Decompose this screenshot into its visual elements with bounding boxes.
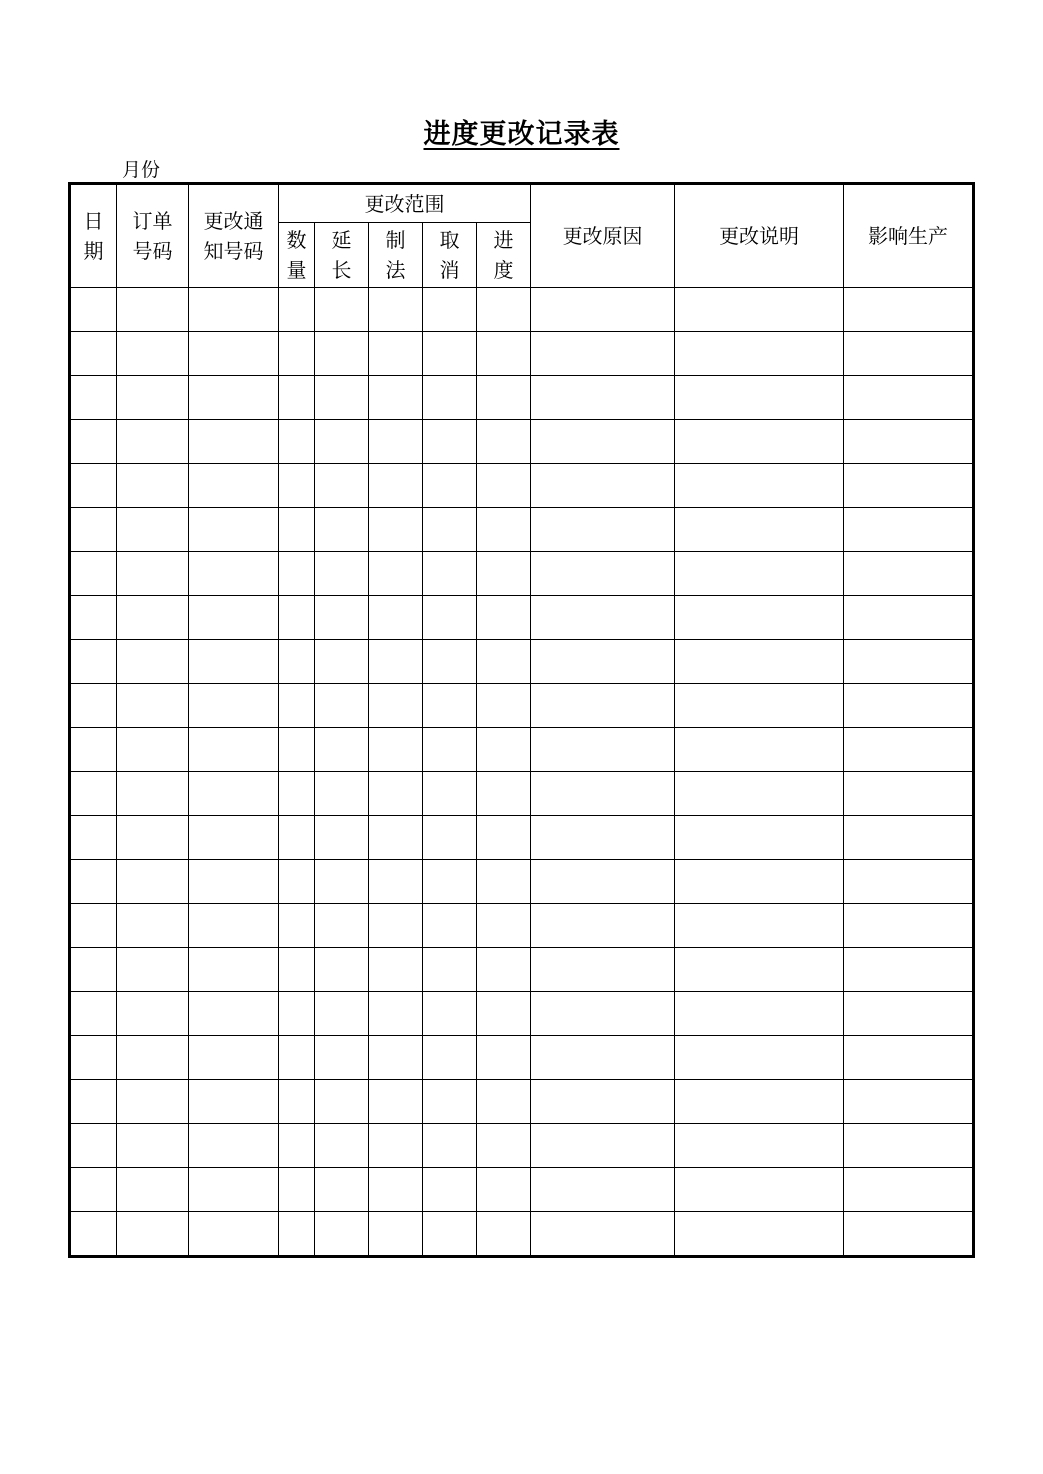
cell-production-impact[interactable]	[844, 992, 974, 1036]
table-row	[70, 1168, 974, 1212]
cell-cancel[interactable]	[423, 332, 477, 376]
header-scope-cancel: 取 消	[423, 223, 477, 288]
cell-order-number[interactable]	[117, 816, 189, 860]
cell-method[interactable]	[369, 728, 423, 772]
cell-method[interactable]	[369, 640, 423, 684]
cell-change-description[interactable]	[675, 596, 844, 640]
cell-date[interactable]	[70, 1124, 117, 1168]
cell-extension[interactable]	[315, 596, 369, 640]
header-production-impact: 影响生产	[844, 184, 974, 288]
cell-change-reason[interactable]	[531, 684, 675, 728]
cell-quantity[interactable]	[279, 1168, 315, 1212]
cell-cancel[interactable]	[423, 1036, 477, 1080]
cell-order-number[interactable]	[117, 552, 189, 596]
cell-quantity[interactable]	[279, 332, 315, 376]
cell-cancel[interactable]	[423, 596, 477, 640]
cell-method[interactable]	[369, 816, 423, 860]
table-row	[70, 860, 974, 904]
cell-cancel[interactable]	[423, 1212, 477, 1257]
cell-change-reason[interactable]	[531, 596, 675, 640]
cell-production-impact[interactable]	[844, 508, 974, 552]
cell-change-description[interactable]	[675, 508, 844, 552]
cell-extension[interactable]	[315, 1168, 369, 1212]
cell-method[interactable]	[369, 552, 423, 596]
cell-order-number[interactable]	[117, 1036, 189, 1080]
cell-cancel[interactable]	[423, 684, 477, 728]
cell-order-number[interactable]	[117, 1080, 189, 1124]
cell-cancel[interactable]	[423, 464, 477, 508]
cell-change-notice-number[interactable]	[189, 1036, 279, 1080]
cell-change-description[interactable]	[675, 728, 844, 772]
cell-order-number[interactable]	[117, 772, 189, 816]
cell-change-notice-number[interactable]	[189, 376, 279, 420]
header-scope-extension: 延 长	[315, 223, 369, 288]
cell-date[interactable]	[70, 376, 117, 420]
cell-extension[interactable]	[315, 728, 369, 772]
cell-order-number[interactable]	[117, 1212, 189, 1257]
cell-progress[interactable]	[477, 420, 531, 464]
cell-extension[interactable]	[315, 992, 369, 1036]
cell-change-reason[interactable]	[531, 1168, 675, 1212]
cell-extension[interactable]	[315, 508, 369, 552]
table-row	[70, 1080, 974, 1124]
cell-cancel[interactable]	[423, 1124, 477, 1168]
cell-date[interactable]	[70, 464, 117, 508]
cell-quantity[interactable]	[279, 948, 315, 992]
cell-change-description[interactable]	[675, 332, 844, 376]
cell-change-reason[interactable]	[531, 464, 675, 508]
cell-change-notice-number[interactable]	[189, 860, 279, 904]
cell-cancel[interactable]	[423, 1080, 477, 1124]
cell-change-reason[interactable]	[531, 1124, 675, 1168]
cell-cancel[interactable]	[423, 552, 477, 596]
cell-change-reason[interactable]	[531, 376, 675, 420]
cell-date[interactable]	[70, 684, 117, 728]
cell-change-reason[interactable]	[531, 948, 675, 992]
table-row	[70, 772, 974, 816]
cell-production-impact[interactable]	[844, 288, 974, 332]
cell-date[interactable]	[70, 948, 117, 992]
cell-change-description[interactable]	[675, 552, 844, 596]
cell-change-reason[interactable]	[531, 860, 675, 904]
cell-method[interactable]	[369, 772, 423, 816]
cell-change-description[interactable]	[675, 420, 844, 464]
cell-cancel[interactable]	[423, 376, 477, 420]
cell-production-impact[interactable]	[844, 684, 974, 728]
table-row	[70, 728, 974, 772]
cell-quantity[interactable]	[279, 904, 315, 948]
cell-date[interactable]	[70, 904, 117, 948]
table-row	[70, 596, 974, 640]
cell-progress[interactable]	[477, 772, 531, 816]
cell-cancel[interactable]	[423, 860, 477, 904]
header-change-notice-number: 更改通 知号码	[189, 184, 279, 288]
cell-method[interactable]	[369, 508, 423, 552]
cell-cancel[interactable]	[423, 288, 477, 332]
cell-progress[interactable]	[477, 288, 531, 332]
cell-order-number[interactable]	[117, 728, 189, 772]
cell-extension[interactable]	[315, 816, 369, 860]
cell-production-impact[interactable]	[844, 904, 974, 948]
cell-method[interactable]	[369, 464, 423, 508]
cell-change-description[interactable]	[675, 992, 844, 1036]
cell-change-reason[interactable]	[531, 420, 675, 464]
cell-cancel[interactable]	[423, 992, 477, 1036]
cell-order-number[interactable]	[117, 904, 189, 948]
table-row	[70, 904, 974, 948]
cell-production-impact[interactable]	[844, 816, 974, 860]
table-row	[70, 376, 974, 420]
cell-production-impact[interactable]	[844, 1080, 974, 1124]
cell-date[interactable]	[70, 1080, 117, 1124]
cell-production-impact[interactable]	[844, 420, 974, 464]
table-row	[70, 1036, 974, 1080]
cell-order-number[interactable]	[117, 1124, 189, 1168]
cell-method[interactable]	[369, 332, 423, 376]
table-row	[70, 992, 974, 1036]
cell-production-impact[interactable]	[844, 728, 974, 772]
table-row	[70, 684, 974, 728]
cell-change-notice-number[interactable]	[189, 420, 279, 464]
cell-cancel[interactable]	[423, 728, 477, 772]
cell-change-notice-number[interactable]	[189, 992, 279, 1036]
cell-extension[interactable]	[315, 772, 369, 816]
header-scope-method: 制 法	[369, 223, 423, 288]
cell-progress[interactable]	[477, 1168, 531, 1212]
cell-extension[interactable]	[315, 904, 369, 948]
cell-order-number[interactable]	[117, 376, 189, 420]
header-change-scope: 更改范围	[279, 184, 531, 223]
cell-progress[interactable]	[477, 684, 531, 728]
cell-production-impact[interactable]	[844, 332, 974, 376]
cell-extension[interactable]	[315, 332, 369, 376]
cell-quantity[interactable]	[279, 464, 315, 508]
cell-change-notice-number[interactable]	[189, 684, 279, 728]
cell-quantity[interactable]	[279, 552, 315, 596]
cell-extension[interactable]	[315, 1212, 369, 1257]
cell-change-description[interactable]	[675, 376, 844, 420]
cell-extension[interactable]	[315, 1124, 369, 1168]
cell-production-impact[interactable]	[844, 464, 974, 508]
cell-change-notice-number[interactable]	[189, 948, 279, 992]
cell-cancel[interactable]	[423, 816, 477, 860]
cell-change-notice-number[interactable]	[189, 596, 279, 640]
cell-progress[interactable]	[477, 728, 531, 772]
cell-quantity[interactable]	[279, 288, 315, 332]
cell-date[interactable]	[70, 1036, 117, 1080]
cell-method[interactable]	[369, 1212, 423, 1257]
cell-change-reason[interactable]	[531, 640, 675, 684]
cell-change-notice-number[interactable]	[189, 288, 279, 332]
header-change-reason: 更改原因	[531, 184, 675, 288]
cell-change-description[interactable]	[675, 684, 844, 728]
cell-change-description[interactable]	[675, 860, 844, 904]
header-order-number: 订单 号码	[117, 184, 189, 288]
cell-method[interactable]	[369, 992, 423, 1036]
table-row	[70, 420, 974, 464]
cell-change-notice-number[interactable]	[189, 332, 279, 376]
cell-method[interactable]	[369, 904, 423, 948]
cell-progress[interactable]	[477, 1080, 531, 1124]
cell-order-number[interactable]	[117, 508, 189, 552]
cell-quantity[interactable]	[279, 772, 315, 816]
cell-order-number[interactable]	[117, 992, 189, 1036]
cell-change-description[interactable]	[675, 1212, 844, 1257]
cell-cancel[interactable]	[423, 904, 477, 948]
cell-date[interactable]	[70, 552, 117, 596]
cell-method[interactable]	[369, 860, 423, 904]
cell-date[interactable]	[70, 772, 117, 816]
cell-production-impact[interactable]	[844, 772, 974, 816]
cell-quantity[interactable]	[279, 1036, 315, 1080]
cell-change-reason[interactable]	[531, 992, 675, 1036]
cell-method[interactable]	[369, 1168, 423, 1212]
cell-quantity[interactable]	[279, 860, 315, 904]
cell-quantity[interactable]	[279, 420, 315, 464]
cell-date[interactable]	[70, 992, 117, 1036]
header-date: 日 期	[70, 184, 117, 288]
cell-progress[interactable]	[477, 1036, 531, 1080]
cell-cancel[interactable]	[423, 1168, 477, 1212]
cell-production-impact[interactable]	[844, 860, 974, 904]
cell-change-reason[interactable]	[531, 772, 675, 816]
cell-order-number[interactable]	[117, 596, 189, 640]
cell-quantity[interactable]	[279, 728, 315, 772]
cell-order-number[interactable]	[117, 684, 189, 728]
table-row	[70, 464, 974, 508]
cell-production-impact[interactable]	[844, 1124, 974, 1168]
cell-production-impact[interactable]	[844, 596, 974, 640]
cell-change-description[interactable]	[675, 464, 844, 508]
cell-order-number[interactable]	[117, 332, 189, 376]
cell-date[interactable]	[70, 640, 117, 684]
cell-extension[interactable]	[315, 684, 369, 728]
cell-change-description[interactable]	[675, 1036, 844, 1080]
page-title: 进度更改记录表	[423, 119, 620, 150]
cell-change-description[interactable]	[675, 1080, 844, 1124]
header-scope-quantity: 数 量	[279, 223, 315, 288]
cell-progress[interactable]	[477, 464, 531, 508]
cell-date[interactable]	[70, 508, 117, 552]
cell-extension[interactable]	[315, 640, 369, 684]
progress-change-record-table	[68, 182, 975, 1258]
header-scope-progress: 进 度	[477, 223, 531, 288]
cell-date[interactable]	[70, 332, 117, 376]
cell-cancel[interactable]	[423, 508, 477, 552]
cell-change-notice-number[interactable]	[189, 904, 279, 948]
cell-change-notice-number[interactable]	[189, 1212, 279, 1257]
cell-extension[interactable]	[315, 420, 369, 464]
table-row	[70, 552, 974, 596]
cell-cancel[interactable]	[423, 640, 477, 684]
table-row	[70, 1124, 974, 1168]
table-row	[70, 816, 974, 860]
cell-change-notice-number[interactable]	[189, 464, 279, 508]
cell-date[interactable]	[70, 1168, 117, 1212]
cell-method[interactable]	[369, 1036, 423, 1080]
cell-progress[interactable]	[477, 1124, 531, 1168]
cell-change-description[interactable]	[675, 288, 844, 332]
cell-progress[interactable]	[477, 904, 531, 948]
cell-extension[interactable]	[315, 552, 369, 596]
month-label: 月份	[122, 159, 161, 181]
cell-production-impact[interactable]	[844, 948, 974, 992]
cell-extension[interactable]	[315, 860, 369, 904]
cell-production-impact[interactable]	[844, 1036, 974, 1080]
cell-quantity[interactable]	[279, 376, 315, 420]
cell-progress[interactable]	[477, 596, 531, 640]
cell-date[interactable]	[70, 816, 117, 860]
cell-date[interactable]	[70, 596, 117, 640]
cell-change-description[interactable]	[675, 1124, 844, 1168]
table-row	[70, 508, 974, 552]
cell-date[interactable]	[70, 728, 117, 772]
cell-production-impact[interactable]	[844, 1212, 974, 1257]
cell-change-notice-number[interactable]	[189, 508, 279, 552]
cell-change-reason[interactable]	[531, 1080, 675, 1124]
cell-change-reason[interactable]	[531, 1036, 675, 1080]
cell-date[interactable]	[70, 288, 117, 332]
cell-change-reason[interactable]	[531, 508, 675, 552]
cell-method[interactable]	[369, 684, 423, 728]
table-row	[70, 1212, 974, 1257]
cell-change-notice-number[interactable]	[189, 816, 279, 860]
cell-progress[interactable]	[477, 332, 531, 376]
cell-extension[interactable]	[315, 376, 369, 420]
cell-quantity[interactable]	[279, 684, 315, 728]
cell-method[interactable]	[369, 948, 423, 992]
cell-order-number[interactable]	[117, 288, 189, 332]
cell-change-reason[interactable]	[531, 728, 675, 772]
cell-change-reason[interactable]	[531, 552, 675, 596]
cell-method[interactable]	[369, 1124, 423, 1168]
table-row	[70, 332, 974, 376]
cell-date[interactable]	[70, 1212, 117, 1257]
cell-change-description[interactable]	[675, 948, 844, 992]
cell-change-notice-number[interactable]	[189, 640, 279, 684]
cell-change-notice-number[interactable]	[189, 1124, 279, 1168]
cell-method[interactable]	[369, 1080, 423, 1124]
cell-change-notice-number[interactable]	[189, 1168, 279, 1212]
cell-progress[interactable]	[477, 860, 531, 904]
cell-method[interactable]	[369, 420, 423, 464]
cell-progress[interactable]	[477, 1212, 531, 1257]
cell-production-impact[interactable]	[844, 376, 974, 420]
cell-change-notice-number[interactable]	[189, 772, 279, 816]
cell-method[interactable]	[369, 596, 423, 640]
header-change-description: 更改说明	[675, 184, 844, 288]
cell-extension[interactable]	[315, 1080, 369, 1124]
cell-extension[interactable]	[315, 948, 369, 992]
cell-quantity[interactable]	[279, 640, 315, 684]
cell-change-description[interactable]	[675, 1168, 844, 1212]
cell-order-number[interactable]	[117, 948, 189, 992]
cell-quantity[interactable]	[279, 508, 315, 552]
cell-change-reason[interactable]	[531, 904, 675, 948]
cell-order-number[interactable]	[117, 860, 189, 904]
cell-progress[interactable]	[477, 640, 531, 684]
cell-change-reason[interactable]	[531, 816, 675, 860]
cell-progress[interactable]	[477, 376, 531, 420]
cell-change-notice-number[interactable]	[189, 552, 279, 596]
table-row	[70, 948, 974, 992]
cell-change-reason[interactable]	[531, 332, 675, 376]
cell-order-number[interactable]	[117, 464, 189, 508]
cell-extension[interactable]	[315, 288, 369, 332]
cell-quantity[interactable]	[279, 596, 315, 640]
cell-change-reason[interactable]	[531, 288, 675, 332]
cell-order-number[interactable]	[117, 640, 189, 684]
cell-extension[interactable]	[315, 1036, 369, 1080]
cell-change-notice-number[interactable]	[189, 1080, 279, 1124]
table-body	[70, 288, 974, 1257]
cell-date[interactable]	[70, 860, 117, 904]
cell-production-impact[interactable]	[844, 640, 974, 684]
cell-quantity[interactable]	[279, 816, 315, 860]
cell-quantity[interactable]	[279, 1124, 315, 1168]
cell-production-impact[interactable]	[844, 552, 974, 596]
cell-method[interactable]	[369, 288, 423, 332]
cell-change-description[interactable]	[675, 772, 844, 816]
cell-quantity[interactable]	[279, 992, 315, 1036]
cell-progress[interactable]	[477, 508, 531, 552]
cell-order-number[interactable]	[117, 420, 189, 464]
cell-cancel[interactable]	[423, 948, 477, 992]
cell-change-description[interactable]	[675, 640, 844, 684]
cell-cancel[interactable]	[423, 772, 477, 816]
cell-extension[interactable]	[315, 464, 369, 508]
cell-quantity[interactable]	[279, 1212, 315, 1257]
cell-progress[interactable]	[477, 816, 531, 860]
cell-progress[interactable]	[477, 992, 531, 1036]
cell-change-reason[interactable]	[531, 1212, 675, 1257]
cell-date[interactable]	[70, 420, 117, 464]
cell-production-impact[interactable]	[844, 1168, 974, 1212]
cell-order-number[interactable]	[117, 1168, 189, 1212]
cell-method[interactable]	[369, 376, 423, 420]
cell-progress[interactable]	[477, 552, 531, 596]
cell-change-description[interactable]	[675, 904, 844, 948]
cell-cancel[interactable]	[423, 420, 477, 464]
table-row	[70, 640, 974, 684]
cell-change-description[interactable]	[675, 816, 844, 860]
cell-quantity[interactable]	[279, 1080, 315, 1124]
table-row	[70, 288, 974, 332]
cell-change-notice-number[interactable]	[189, 728, 279, 772]
cell-progress[interactable]	[477, 948, 531, 992]
